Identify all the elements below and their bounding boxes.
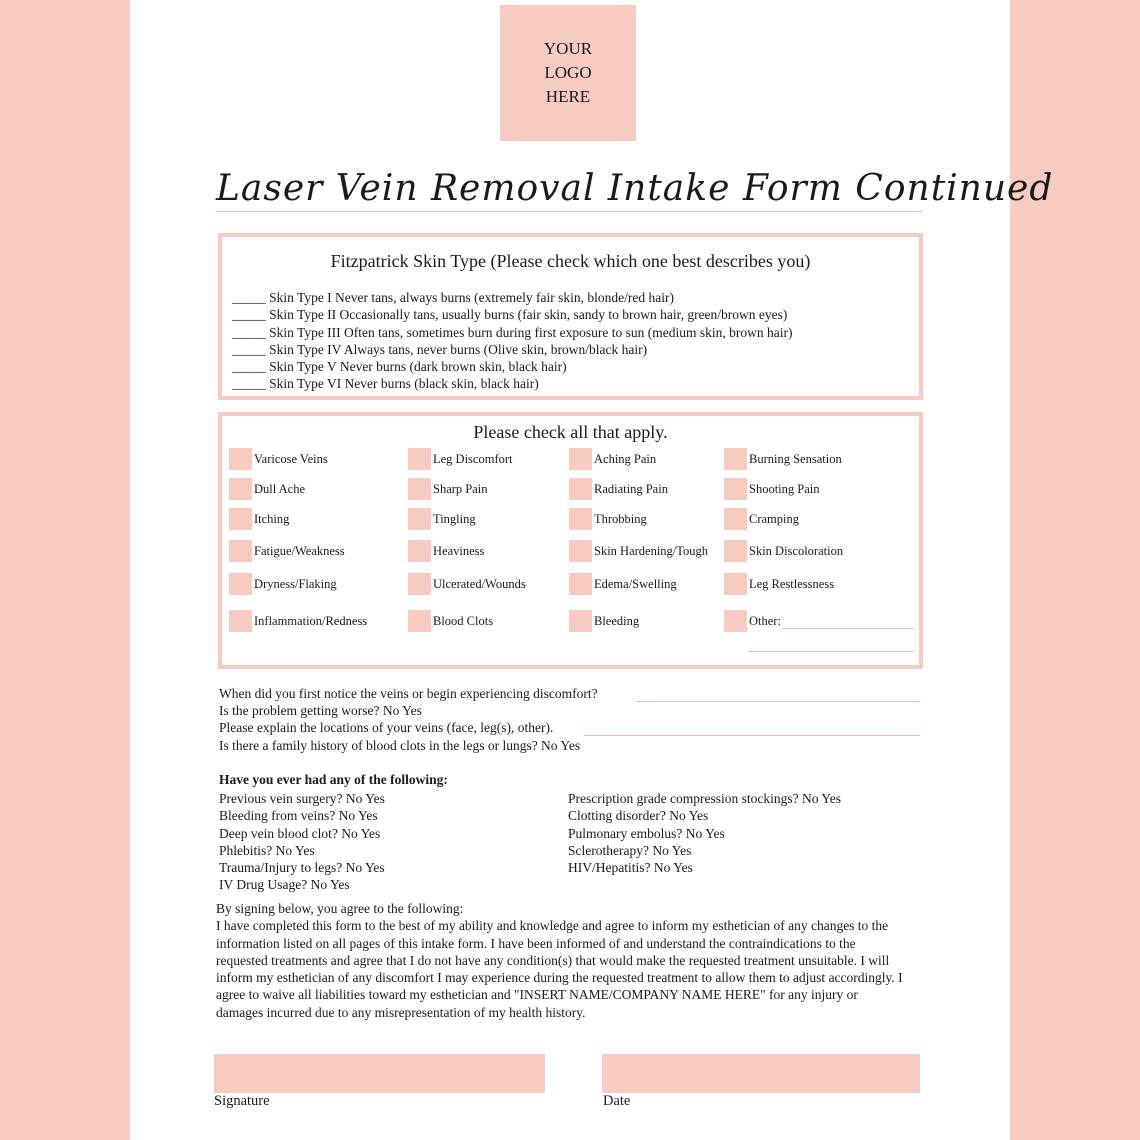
logo-line-3: HERE	[545, 87, 591, 106]
symptom-label: Leg Discomfort	[433, 451, 513, 466]
question-first-notice: When did you first notice the veins or begin experiencing discomfort?	[219, 686, 598, 701]
symptom-label: Itching	[254, 511, 290, 526]
symptom-option[interactable]	[408, 448, 513, 470]
history-heading: Have you ever had any of the following:	[219, 772, 448, 787]
symptom-label: Varicose Veins	[254, 451, 328, 466]
logo-placeholder	[500, 5, 636, 141]
history-item: Phlebitis? No Yes	[219, 842, 315, 858]
checkbox[interactable]	[229, 540, 252, 562]
checkbox[interactable]	[408, 448, 431, 470]
agreement-section	[216, 900, 906, 1021]
checkbox[interactable]	[408, 573, 431, 595]
symptom-option[interactable]	[724, 448, 842, 470]
symptom-option[interactable]	[569, 540, 708, 562]
symptom-label: Dryness/Flaking	[254, 576, 337, 591]
checkbox[interactable]	[724, 508, 747, 530]
symptom-option-other[interactable]	[724, 610, 781, 632]
skin-type-option[interactable]: _____ Skin Type VI Never burns (black skin, black hair)	[232, 376, 539, 392]
symptom-label: Burning Sensation	[749, 451, 842, 466]
symptom-option[interactable]	[408, 478, 488, 500]
logo-line-2: LOGO	[544, 63, 592, 82]
agreement-intro: By signing below, you agree to the following:	[216, 901, 464, 916]
other-input-line-2[interactable]	[748, 651, 914, 652]
date-label: Date	[603, 1093, 631, 1109]
symptom-label: Bleeding	[594, 613, 640, 628]
page-title: Laser Vein Removal Intake Form Continued	[216, 168, 922, 212]
checkbox[interactable]	[569, 573, 592, 595]
history-item: Previous vein surgery? No Yes	[219, 791, 385, 806]
history-item: Bleeding from veins? No Yes	[219, 808, 378, 824]
symptom-option[interactable]	[229, 448, 328, 470]
history-item: HIV/Hepatitis? No Yes	[568, 860, 693, 876]
symptom-option[interactable]	[229, 573, 337, 595]
signature-label: Signature	[214, 1093, 270, 1109]
skin-type-option[interactable]: _____ Skin Type IV Always tans, never burns (Olive skin, brown/black hair)	[232, 341, 648, 357]
checkbox[interactable]	[724, 448, 747, 470]
symptom-option[interactable]	[569, 448, 656, 470]
symptom-option[interactable]	[408, 610, 493, 632]
symptoms-heading: Please check all that apply.	[473, 422, 668, 442]
checkbox[interactable]	[569, 610, 592, 632]
symptom-option[interactable]	[229, 478, 305, 500]
history-item: Sclerotherapy? No Yes	[568, 842, 692, 858]
symptom-option[interactable]	[229, 508, 289, 530]
symptom-option[interactable]	[569, 610, 639, 632]
checkbox[interactable]	[229, 508, 252, 530]
checkbox[interactable]	[408, 508, 431, 530]
checkbox[interactable]	[408, 478, 431, 500]
other-input-line[interactable]	[782, 628, 914, 629]
checkbox[interactable]	[569, 478, 592, 500]
checkbox[interactable]	[724, 573, 747, 595]
symptom-label: Aching Pain	[594, 451, 657, 466]
checkbox[interactable]	[569, 540, 592, 562]
history-item: IV Drug Usage? No Yes	[219, 877, 350, 893]
history-item: Trauma/Injury to legs? No Yes	[219, 860, 385, 876]
question-vein-locations: Please explain the locations of your veins (face, leg(s), other).	[219, 720, 554, 735]
symptom-option[interactable]	[229, 610, 367, 632]
first-notice-input-line[interactable]	[636, 701, 920, 702]
symptom-option[interactable]	[569, 573, 677, 595]
checkbox[interactable]	[724, 478, 747, 500]
symptom-option[interactable]	[229, 540, 345, 562]
history-item: Pulmonary embolus? No Yes	[568, 825, 725, 841]
symptom-label: Blood Clots	[433, 613, 494, 628]
history-left-column	[219, 790, 385, 894]
symptom-label: Ulcerated/Wounds	[433, 576, 526, 591]
date-field[interactable]	[602, 1054, 920, 1093]
checkbox[interactable]	[229, 478, 252, 500]
symptom-label: Fatigue/Weakness	[254, 543, 345, 558]
symptom-label: Tingling	[433, 511, 476, 526]
symptom-option[interactable]	[408, 540, 484, 562]
checkbox[interactable]	[569, 448, 592, 470]
skin-type-list	[232, 289, 792, 393]
symptom-label: Shooting Pain	[749, 481, 820, 496]
symptom-label: Cramping	[749, 511, 799, 526]
form-page	[130, 0, 1054, 1140]
signature-field[interactable]	[214, 1054, 545, 1093]
symptom-label: Other:	[749, 613, 781, 628]
symptom-label: Throbbing	[594, 511, 647, 526]
symptom-option[interactable]	[569, 508, 647, 530]
checkbox[interactable]	[408, 540, 431, 562]
symptom-label: Edema/Swelling	[594, 576, 677, 591]
symptom-option[interactable]	[569, 478, 668, 500]
symptom-label: Dull Ache	[254, 481, 306, 496]
skin-type-option[interactable]: _____ Skin Type V Never burns (dark brown skin, black hair)	[232, 359, 567, 375]
symptom-option[interactable]	[408, 508, 476, 530]
checkbox[interactable]	[724, 610, 747, 632]
skin-type-option[interactable]: _____ Skin Type III Often tans, sometimes burn during first exposure to sun (medium skin, brown hair)	[232, 324, 793, 340]
checkbox[interactable]	[229, 573, 252, 595]
skin-type-heading: Fitzpatrick Skin Type (Please check which one best describes you)	[330, 251, 811, 271]
history-item: Deep vein blood clot? No Yes	[219, 825, 381, 841]
question-getting-worse: Is the problem getting worse? No Yes	[219, 703, 422, 718]
symptoms-section	[218, 412, 923, 669]
agreement-body: I have completed this form to the best of my ability and knowledge and agree to inform my esthetician of any changes to the information listed on all pages of this intake form. I have been informed of and understand the contraindications to the requested treatments and agree that I do not have any condition(s) that would make the requested treatment unsuitable. I will inform my esthetician of any discomfort I may experience during the requested treatment to allow them to adjust accordingly. I agree to waive all liabilities toward my esthetician and "INSERT NAME/COMPANY NAME HERE" for any injury or damages incurred due to any misrepresentation of my health history.	[216, 918, 903, 1020]
symptom-label: Inflammation/Redness	[254, 613, 368, 628]
checkbox[interactable]	[229, 610, 252, 632]
history-item: Clotting disorder? No Yes	[568, 808, 709, 824]
checkbox[interactable]	[569, 508, 592, 530]
symptom-label: Heaviness	[433, 543, 485, 558]
skin-type-section	[218, 233, 923, 400]
symptom-label: Skin Discoloration	[749, 543, 844, 558]
history-item: Prescription grade compression stockings? No Yes	[568, 791, 841, 806]
symptom-option[interactable]	[724, 540, 843, 562]
checkbox[interactable]	[724, 540, 747, 562]
symptom-label: Skin Hardening/Tough	[594, 543, 709, 558]
symptom-option[interactable]	[724, 573, 834, 595]
skin-type-option[interactable]: _____ Skin Type II Occasionally tans, usually burns (fair skin, sandy to brown hair, green/brown eyes)	[232, 307, 788, 323]
checkbox[interactable]	[229, 448, 252, 470]
logo-line-1: YOUR	[543, 39, 593, 58]
symptom-label: Radiating Pain	[594, 481, 668, 496]
symptom-option[interactable]	[408, 573, 526, 595]
symptom-option[interactable]	[724, 508, 799, 530]
symptom-label: Sharp Pain	[433, 481, 488, 496]
vein-locations-input-line[interactable]	[584, 735, 920, 736]
history-right-column	[568, 790, 841, 876]
symptom-option[interactable]	[724, 478, 820, 500]
skin-type-option[interactable]: _____ Skin Type I Never tans, always burns (extremely fair skin, blonde/red hair)	[232, 290, 674, 305]
question-family-history: Is there a family history of blood clots in the legs or lungs? No Yes	[219, 738, 581, 753]
symptom-label: Leg Restlessness	[749, 576, 835, 591]
checkbox[interactable]	[408, 610, 431, 632]
